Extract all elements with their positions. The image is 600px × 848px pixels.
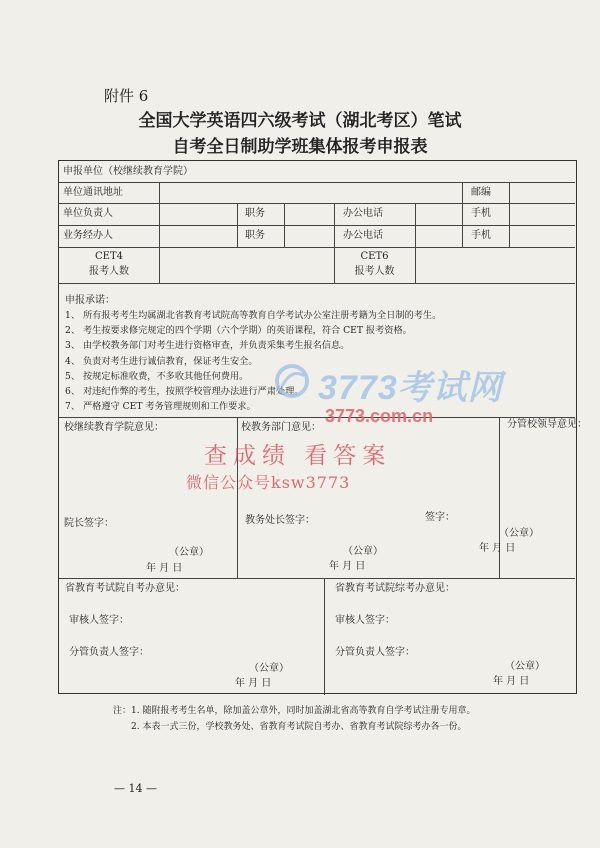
seal-label: （公章） bbox=[499, 528, 539, 539]
reviewer-signature-label: 审核人签字： bbox=[335, 615, 395, 626]
cet4-label: CET4 bbox=[95, 251, 123, 262]
leader-signature-label: 分管负责人签字： bbox=[335, 647, 415, 658]
note-line-2: 2. 本表一式三份，学校教务处、省教育考试院自考办、省教育考试院综考办各一份。 bbox=[131, 722, 467, 732]
dean-signature-label: 院长签字： bbox=[64, 518, 114, 529]
pledge-item: 6、 对违纪作弊的考生，按照学校管理办法进行严肃处理。 bbox=[65, 386, 304, 397]
cet4-count-label: 报考人数 bbox=[89, 266, 129, 277]
pledge-item: 3、 由学校教务部门对考生进行资格审查，并负责采集考生报名信息。 bbox=[65, 340, 350, 351]
seal-label: （公章） bbox=[169, 547, 209, 558]
document-title-line2: 自考全日制助学班集体报考申报表 bbox=[172, 137, 428, 157]
office-phone-label: 办公电话 bbox=[343, 208, 383, 219]
watermark-site-url: 3773.com.cn bbox=[325, 406, 434, 426]
provincial-self-exam-opinion-label: 省教育考试院自考办意见： bbox=[65, 583, 185, 594]
mobile-label: 手机 bbox=[471, 208, 491, 219]
date-label: 年 月 日 bbox=[146, 563, 183, 574]
seal-label: （公章） bbox=[249, 663, 289, 674]
reviewer-signature-label: 审核人签字： bbox=[69, 615, 129, 626]
academic-affairs-opinion-label: 校教务部门意见： bbox=[241, 422, 321, 433]
office-phone-label-2: 办公电话 bbox=[343, 230, 383, 241]
seal-label: （公章） bbox=[343, 546, 383, 557]
cet6-count-label: 报考人数 bbox=[354, 266, 395, 277]
unit-head-label: 单位负责人 bbox=[63, 208, 113, 219]
application-form bbox=[58, 160, 587, 694]
watermark-site-logo: 3773考试网 bbox=[318, 369, 503, 407]
pledge-title: 申报承诺： bbox=[65, 295, 115, 306]
date-label: 年 月 日 bbox=[329, 561, 366, 572]
seal-label: （公章） bbox=[505, 661, 545, 672]
continuing-ed-opinion-label: 校继续教育学院意见： bbox=[64, 422, 164, 433]
pledge-item: 4、 负责对考生进行诚信教育，保证考生安全。 bbox=[65, 356, 258, 367]
vp-opinion-label: 分管校领导意见： bbox=[507, 419, 587, 430]
leader-signature-label: 分管负责人签字： bbox=[69, 647, 149, 658]
cet6-label: CET6 bbox=[360, 251, 389, 262]
position-label-2: 职务 bbox=[245, 230, 265, 241]
site-logo-icon bbox=[270, 362, 314, 400]
pledge-item: 2、 考生按要求修完规定的四个学期（六个学期）的英语课程，符合 CET 报考资格。 bbox=[65, 325, 412, 336]
postcode-label: 邮编 bbox=[471, 187, 491, 198]
date-label: 年 月 日 bbox=[235, 678, 272, 689]
signature-label: 签字： bbox=[425, 512, 455, 523]
date-label: 年 月 日 bbox=[479, 543, 516, 554]
note-line-1: 注：1. 随附报考考生名单，除加盖公章外，同时加盖湖北省高等教育自学考试注册专用章。 bbox=[113, 706, 476, 716]
watermark-slogan: 查成绩 看答案 bbox=[204, 443, 392, 469]
provincial-general-opinion-label: 省教育考试院综考办意见： bbox=[335, 583, 455, 594]
pledge-item: 1、 所有报考考生均属湖北省教育考试院高等教育自学考试办公室注册考籍为全日制的考生。 bbox=[65, 310, 442, 321]
mobile-label-2: 手机 bbox=[471, 230, 491, 241]
position-label: 职务 bbox=[245, 208, 265, 219]
pledge-item: 5、 按规定标准收费，不多收其他任何费用。 bbox=[65, 371, 249, 382]
attachment-label: 附件 6 bbox=[104, 87, 149, 105]
pledge-item: 7、 严格遵守 CET 考务管理规则和工作要求。 bbox=[65, 401, 256, 412]
page-number: — 14 — bbox=[114, 782, 157, 795]
unit-address-label: 单位通讯地址 bbox=[63, 187, 123, 198]
operator-label: 业务经办人 bbox=[63, 230, 113, 241]
watermark-wechat: 微信公众号ksw3773 bbox=[186, 473, 351, 492]
document-title-line1: 全国大学英语四六级考试（湖北考区）笔试 bbox=[138, 111, 462, 131]
applicant-unit-label: 申报单位（校继续教育学院） bbox=[63, 166, 193, 177]
academic-director-signature-label: 教务处长签字： bbox=[245, 515, 315, 526]
date-label: 年 月 日 bbox=[493, 676, 530, 687]
